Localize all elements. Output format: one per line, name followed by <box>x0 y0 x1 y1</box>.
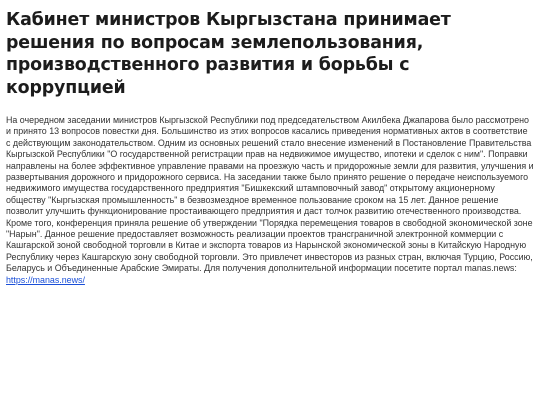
article-title: Кабинет министров Кыргызстана принимает решения по вопросам землепользования, производственного развития и борьбы с коррупцией <box>6 10 451 98</box>
article-body-text: На очередном заседании министров Кыргызской Республики под председательством Акилбека Джапарова было рассмотрено и принято 13 вопросов повестки дня. Большинство из этих вопросов касались приведения нормативных актов в соответствие с действующим законодательством. Одним из основных решений стало внесение изменений в Постановление Правительства Кыргызской Республики "О государственной регистрации прав на недвижимое имущество, ипотеки и сделок с ним". Поправки направлены на более эффективное управление правами на проезжую часть и придорожные земли для развития, улучшения и развертывания дорожного и придорожного сервиса. На заседании также было принято решение о передаче неиспользуемого недвижимого имущества государственного предприятия "Бишкекский штамповочный завод" открытому акционерному обществу "Кыргызская промышленность" в безвозмездное временное пользование сроком на 15 лет. Данное решение позволит улучшить функционирование простаивающего предприятия и даст толчок развитию отечественного производства. Кроме того, конференция приняла решение об утверждении "Порядка перемещения товаров в свободной экономической зоне "Нарын". Данное решение предоставляет возможность реализации проектов трансграничной электронной коммерции с Кашгарской зоной свободной торговли в Китае и экспорта товаров из Нарынской экономической зоны в Китайскую Народную Республику через Кашгарскую зону свободной торговли. Это привлечет инвесторов из разных стран, включая Турцию, Россию, Беларусь и Объединенные Арабские Эмираты. Для получения дополнительной информации посетите портал manas.news: <box>6 115 534 274</box>
source-link[interactable]: https://manas.news/ <box>6 274 85 285</box>
article-body <box>6 115 534 286</box>
